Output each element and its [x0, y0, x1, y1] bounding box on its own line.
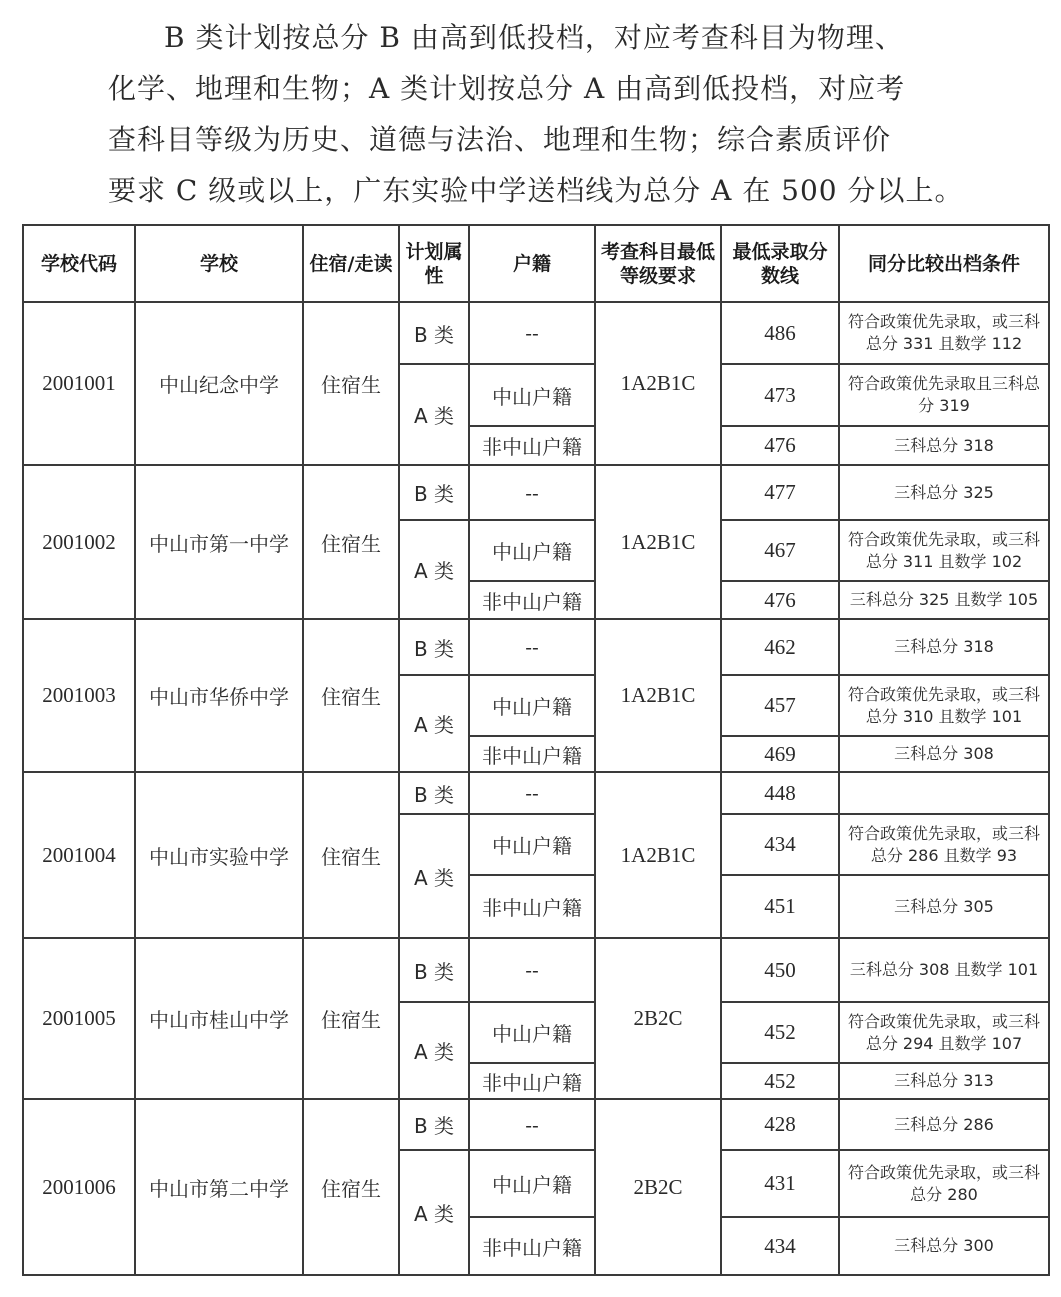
school-name: 中山市第二中学	[135, 1099, 303, 1275]
tie-condition: 符合政策优先录取，或三科总分 311 且数学 102	[839, 520, 1049, 581]
hukou: 中山户籍	[469, 1150, 595, 1217]
hukou: --	[469, 302, 595, 364]
tie-condition: 三科总分 313	[839, 1063, 1049, 1099]
min-score: 448	[721, 772, 839, 814]
min-score: 431	[721, 1150, 839, 1217]
grade-requirement: 1A2B1C	[595, 465, 721, 619]
stay-type: 住宿生	[303, 619, 399, 772]
plan-type: B 类	[399, 1099, 469, 1150]
tie-condition: 三科总分 308	[839, 736, 1049, 772]
min-score: 457	[721, 675, 839, 736]
school-code: 2001005	[23, 938, 135, 1099]
plan-type: B 类	[399, 619, 469, 675]
header-row	[23, 225, 1049, 302]
intro-line: 化学、地理和生物；A 类计划按总分 A 由高到低投档，对应考	[108, 72, 906, 105]
hukou: 非中山户籍	[469, 736, 595, 772]
stay-type: 住宿生	[303, 302, 399, 465]
tie-condition: 三科总分 325	[839, 465, 1049, 520]
header-code: 学校代码	[23, 225, 135, 302]
tie-condition: 三科总分 318	[839, 426, 1049, 465]
stay-type: 住宿生	[303, 465, 399, 619]
tie-condition: 三科总分 300	[839, 1217, 1049, 1275]
hukou: --	[469, 1099, 595, 1150]
grade-requirement: 2B2C	[595, 938, 721, 1099]
min-score: 428	[721, 1099, 839, 1150]
min-score: 450	[721, 938, 839, 1002]
grade-requirement: 1A2B1C	[595, 772, 721, 938]
header-tie-rule: 同分比较出档条件	[839, 225, 1049, 302]
stay-type: 住宿生	[303, 938, 399, 1099]
tie-condition: 三科总分 318	[839, 619, 1049, 675]
header-hukou: 户籍	[469, 225, 595, 302]
plan-type: A 类	[399, 675, 469, 772]
hukou: 中山户籍	[469, 814, 595, 875]
tie-condition: 三科总分 325 且数学 105	[839, 581, 1049, 619]
admission-table	[22, 224, 1050, 1276]
school-code: 2001004	[23, 772, 135, 938]
grade-requirement: 1A2B1C	[595, 302, 721, 465]
school-code: 2001003	[23, 619, 135, 772]
table-row	[23, 1099, 1049, 1150]
hukou: --	[469, 938, 595, 1002]
intro-line: B 类计划按总分 B 由高到低投档，对应考查科目为物理、	[164, 21, 904, 54]
plan-type: A 类	[399, 520, 469, 619]
header-min-score: 最低录取分数线	[721, 225, 839, 302]
hukou: 中山户籍	[469, 520, 595, 581]
stay-type: 住宿生	[303, 1099, 399, 1275]
hukou: --	[469, 465, 595, 520]
tie-condition	[839, 772, 1049, 814]
grade-requirement: 1A2B1C	[595, 619, 721, 772]
hukou: 中山户籍	[469, 1002, 595, 1063]
hukou: 中山户籍	[469, 364, 595, 426]
header-grade-req: 考查科目最低等级要求	[595, 225, 721, 302]
table-row	[23, 772, 1049, 814]
min-score: 462	[721, 619, 839, 675]
min-score: 476	[721, 426, 839, 465]
hukou: 非中山户籍	[469, 1217, 595, 1275]
table-row	[23, 302, 1049, 364]
intro-line: 要求 C 级或以上，广东实验中学送档线为总分 A 在 500 分以上。	[108, 174, 964, 207]
plan-type: A 类	[399, 1002, 469, 1099]
tie-condition: 符合政策优先录取，或三科总分 331 且数学 112	[839, 302, 1049, 364]
plan-type: A 类	[399, 1150, 469, 1275]
hukou: --	[469, 772, 595, 814]
tie-condition: 三科总分 286	[839, 1099, 1049, 1150]
header-school: 学校	[135, 225, 303, 302]
tie-condition: 符合政策优先录取，或三科总分 286 且数学 93	[839, 814, 1049, 875]
plan-type: B 类	[399, 772, 469, 814]
min-score: 434	[721, 814, 839, 875]
tie-condition: 符合政策优先录取，或三科总分 310 且数学 101	[839, 675, 1049, 736]
header-plan: 计划属性	[399, 225, 469, 302]
plan-type: A 类	[399, 814, 469, 938]
table-row	[23, 465, 1049, 520]
stay-type: 住宿生	[303, 772, 399, 938]
min-score: 476	[721, 581, 839, 619]
min-score: 473	[721, 364, 839, 426]
min-score: 469	[721, 736, 839, 772]
tie-condition: 符合政策优先录取，或三科总分 294 且数学 107	[839, 1002, 1049, 1063]
hukou: 中山户籍	[469, 675, 595, 736]
school-code: 2001001	[23, 302, 135, 465]
min-score: 451	[721, 875, 839, 938]
min-score: 486	[721, 302, 839, 364]
tie-condition: 符合政策优先录取且三科总分 319	[839, 364, 1049, 426]
table-row	[23, 938, 1049, 1002]
school-code: 2001002	[23, 465, 135, 619]
plan-type: B 类	[399, 938, 469, 1002]
min-score: 477	[721, 465, 839, 520]
tie-condition: 三科总分 305	[839, 875, 1049, 938]
header-stay: 住宿/走读	[303, 225, 399, 302]
plan-type: B 类	[399, 465, 469, 520]
tie-condition: 符合政策优先录取，或三科总分 280	[839, 1150, 1049, 1217]
school-name: 中山纪念中学	[135, 302, 303, 465]
grade-requirement: 2B2C	[595, 1099, 721, 1275]
hukou: 非中山户籍	[469, 875, 595, 938]
min-score: 467	[721, 520, 839, 581]
hukou: 非中山户籍	[469, 426, 595, 465]
school-name: 中山市华侨中学	[135, 619, 303, 772]
intro-paragraph	[108, 12, 980, 216]
hukou: 非中山户籍	[469, 581, 595, 619]
tie-condition: 三科总分 308 且数学 101	[839, 938, 1049, 1002]
school-name: 中山市第一中学	[135, 465, 303, 619]
hukou: --	[469, 619, 595, 675]
min-score: 452	[721, 1002, 839, 1063]
table-row	[23, 619, 1049, 675]
min-score: 434	[721, 1217, 839, 1275]
intro-line: 查科目等级为历史、道德与法治、地理和生物；综合素质评价	[108, 123, 892, 156]
school-code: 2001006	[23, 1099, 135, 1275]
hukou: 非中山户籍	[469, 1063, 595, 1099]
school-name: 中山市实验中学	[135, 772, 303, 938]
school-name: 中山市桂山中学	[135, 938, 303, 1099]
plan-type: B 类	[399, 302, 469, 364]
plan-type: A 类	[399, 364, 469, 465]
min-score: 452	[721, 1063, 839, 1099]
